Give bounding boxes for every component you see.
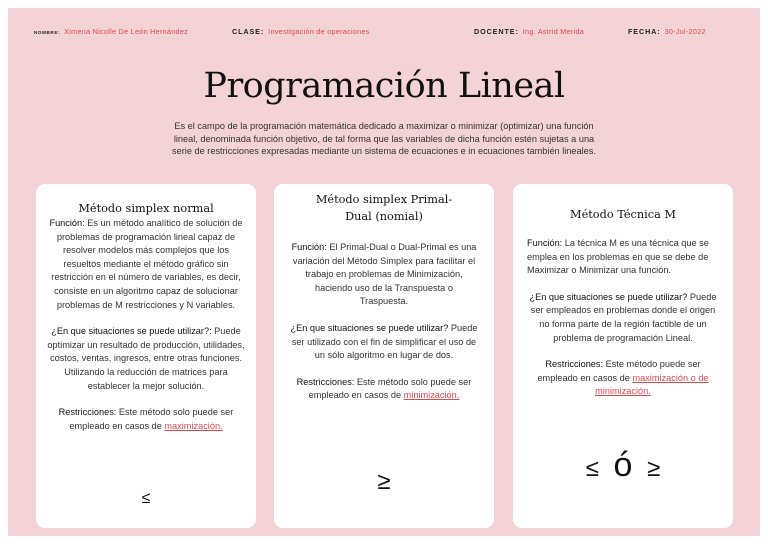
maximizacion-link[interactable]: maximización.	[164, 420, 223, 431]
card-restricciones: Restricciones: Este método puede ser empleado en casos de maximización o de minimización.	[537, 359, 709, 397]
greater-equal-symbol: ≥	[377, 468, 391, 495]
card-simplex-primal-dual	[274, 184, 494, 528]
card-funcion: Función: El Primal-Dual o Dual-Primal es una variación del Método Simplex para facilitar el trabajo en problemas de Minimización, haciendo uso de la Transpuesta o Traspuesta.	[291, 242, 477, 307]
document-page	[8, 8, 760, 536]
less-equal-symbol: ≤	[585, 455, 599, 482]
header-fecha: FECHA: 30-Jul-2022	[628, 27, 706, 36]
card-restricciones: Restricciones: Este método solo puede ser empleado en casos de minimización.	[296, 376, 472, 401]
card-funcion: Función: Es un método analítico de solución de problemas de programación lineal capaz de resolver modelos más complejos que los resueltos mediante el método gráfico sin restricción en el número de variables, es decir, consiste en un algoritmo capaz de solucionar problemas de M restricciones y N variables.	[49, 218, 243, 310]
card-title: Método simplex Primal-Dual (nomial)	[315, 193, 453, 223]
card-restricciones: Restricciones: Este método solo puede ser empleado en casos de maximización.	[58, 407, 234, 431]
minimizacion-link[interactable]: minimización.	[403, 390, 460, 401]
less-equal-symbol: ≤	[141, 490, 151, 507]
maximizacion-minimizacion-link[interactable]: maximización o de minimización.	[595, 372, 709, 397]
card-tecnica-m	[513, 184, 733, 528]
header-docente: DOCENTE: Ing. Astrid Merida	[474, 27, 585, 36]
card-situaciones: ¿En que situaciones se puede utilizar? Puede ser empleados en problemas donde el origen no forma parte de la región factible de un problema de programación Lineal.	[529, 291, 717, 343]
card-title: Método Técnica M	[570, 208, 676, 221]
header-nombre: NOMBRE: Ximena Nicolle De León Hernández	[34, 27, 189, 36]
card-simplex-normal	[36, 184, 256, 528]
or-symbol: ó	[613, 446, 633, 484]
card-funcion: Función: La técnica M es una técnica que se emplea en los problemas en que se debe de Maximizar o Minimizar una función.	[527, 238, 709, 276]
page-title: Programación Lineal	[203, 66, 565, 106]
intro-paragraph: Es el campo de la programación matemática dedicado a maximizar o minimizar (optimizar) una función lineal, denominada función objetivo, de tal forma que las variables de dicha función estén sujetas a una serie de restricciones expresadas mediante un sistema de ecuaciones e in ecuaciones también lineales.	[172, 121, 596, 157]
greater-equal-symbol: ≥	[647, 455, 661, 482]
header-clase: CLASE: Investigación de operaciones	[232, 27, 370, 36]
card-situaciones: ¿En que situaciones se puede utilizar? Puede ser utilizado con el fin de simplificar el uso de un sólo algoritmo en lugar de dos.	[290, 322, 478, 361]
header-bar	[8, 27, 760, 39]
card-situaciones: ¿En que situaciones se puede utilizar?: Puede optimizar un resultado de producción, utilidades, costos, ventas, ingresos, entre otras funciones. Utilizando la reducción de matrices para establecer la mejor solución.	[47, 326, 245, 391]
symbol-row	[513, 446, 733, 485]
card-title: Método simplex normal	[78, 202, 214, 215]
